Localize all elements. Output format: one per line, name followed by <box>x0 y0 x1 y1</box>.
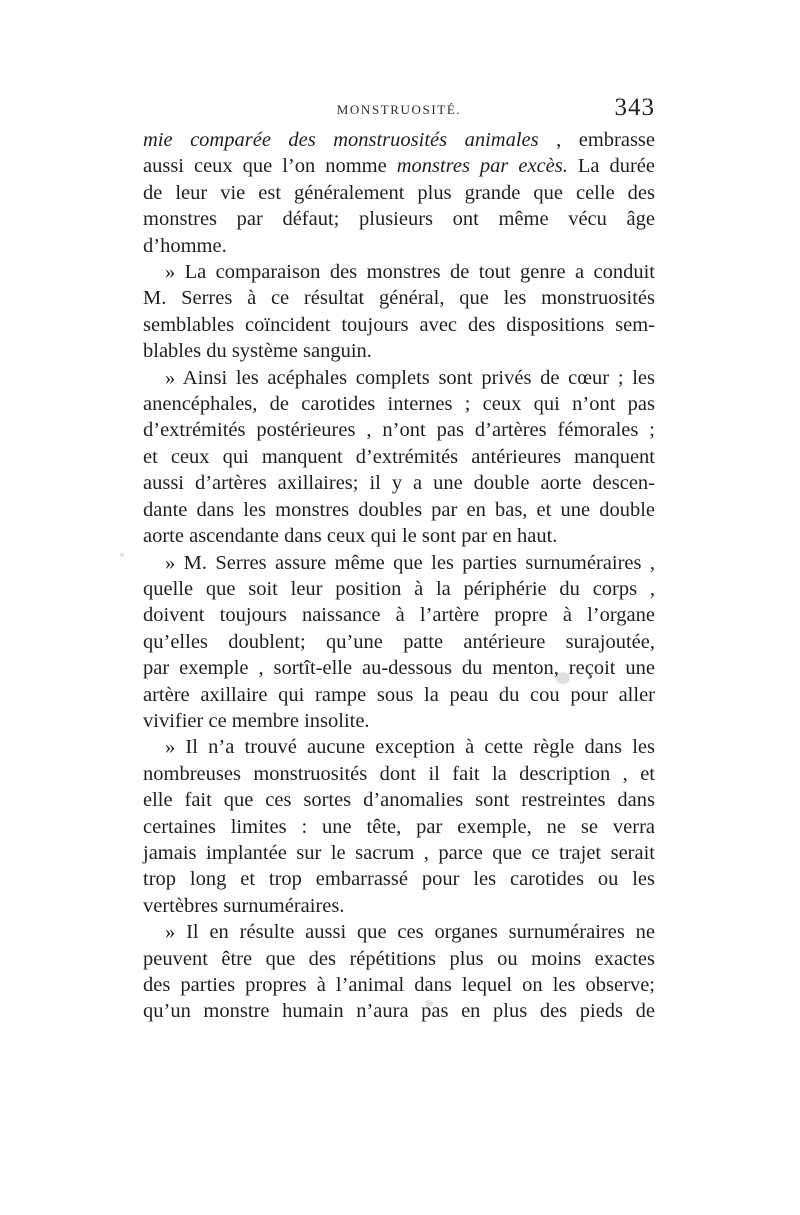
text-line: qu’un monstre humain n’aura pas en plus des pieds de <box>143 1000 655 1023</box>
text-line: peuvent être que des répétitions plus ou moins exactes <box>143 947 655 970</box>
text-line: vivifier ce membre insolite. <box>143 709 370 732</box>
text-line: vertèbres surnuméraires. <box>143 894 345 917</box>
text-line: certaines limites : une tête, par exemple, ne se verra <box>143 815 655 838</box>
text-line: blables du système sanguin. <box>143 340 372 363</box>
text-line: et ceux qui manquent d’extrémités antérieures manquent <box>143 445 655 468</box>
text-line: monstres par défaut; plusieurs ont même vécu âge <box>143 208 655 231</box>
text-line: artère axillaire qui rampe sous la peau du cou pour aller <box>143 683 655 706</box>
text-line <box>143 127 655 153</box>
text-line: elle fait que ces sortes d’anomalies sont restreintes dans <box>143 789 655 812</box>
print-speck <box>556 672 570 684</box>
running-head <box>143 94 655 124</box>
text-line: aussi d’artères axillaires; il y a une double aorte descen- <box>143 472 655 495</box>
print-speck <box>120 553 124 557</box>
italic-phrase: monstres par excès. <box>396 155 568 178</box>
text-line: nombreuses monstruosités dont il fait la description , et <box>143 762 655 785</box>
text-line: » Ainsi les acéphales complets sont privés de cœur ; les <box>165 366 655 389</box>
text-line: » Il n’a trouvé aucune exception à cette règle dans les <box>165 736 655 759</box>
text-line: » Il en résulte aussi que ces organes surnuméraires ne <box>165 921 655 944</box>
text-line: M. Serres à ce résultat général, que les monstruosités <box>143 287 655 310</box>
text-segment: , embrasse <box>538 129 655 151</box>
text-line: jamais implantée sur le sacrum , parce que ce trajet serait <box>143 841 655 864</box>
text-line: doivent toujours naissance à l’artère propre à l’organe <box>143 604 655 627</box>
text-line: anencéphales, de carotides internes ; ceux qui n’ont pas <box>143 393 655 416</box>
page-number: 343 <box>614 94 655 121</box>
text-line: trop long et trop embarrassé pour les carotides ou les <box>143 868 655 891</box>
text-line: qu’elles doublent; qu’une patte antérieure surajoutée, <box>143 630 655 653</box>
running-title: MONSTRUOSITÉ. <box>336 102 462 117</box>
text-line: par exemple , sortît-elle au-dessous du menton, reçoit une <box>143 657 655 680</box>
italic-phrase: mie comparée des monstruosités animales <box>143 129 539 151</box>
text-line: d’extrémités postérieures , n’ont pas d’artères fémorales ; <box>143 419 655 442</box>
text-segment: La durée <box>567 155 655 178</box>
text-line: » M. Serres assure même que les parties surnuméraires , <box>165 551 655 574</box>
text-line: quelle que soit leur position à la périphérie du corps , <box>143 577 655 600</box>
text-line: » La comparaison des monstres de tout genre a conduit <box>165 261 655 284</box>
text-line: d’homme. <box>143 234 227 257</box>
text-line: semblables coïncident toujours avec des dispositions sem- <box>143 313 655 336</box>
text-line <box>143 153 655 179</box>
text-line: dante dans les monstres doubles par en bas, et une double <box>143 498 655 521</box>
text-line: de leur vie est généralement plus grande que celle des <box>143 181 655 204</box>
text-segment: aussi ceux que l’on nomme <box>143 155 397 178</box>
text-line: aorte ascendante dans ceux qui le sont par en haut. <box>143 525 558 548</box>
text-line: des parties propres à l’animal dans lequel on les observe; <box>143 974 655 996</box>
body-text <box>143 127 655 1025</box>
print-speck <box>425 1000 433 1007</box>
